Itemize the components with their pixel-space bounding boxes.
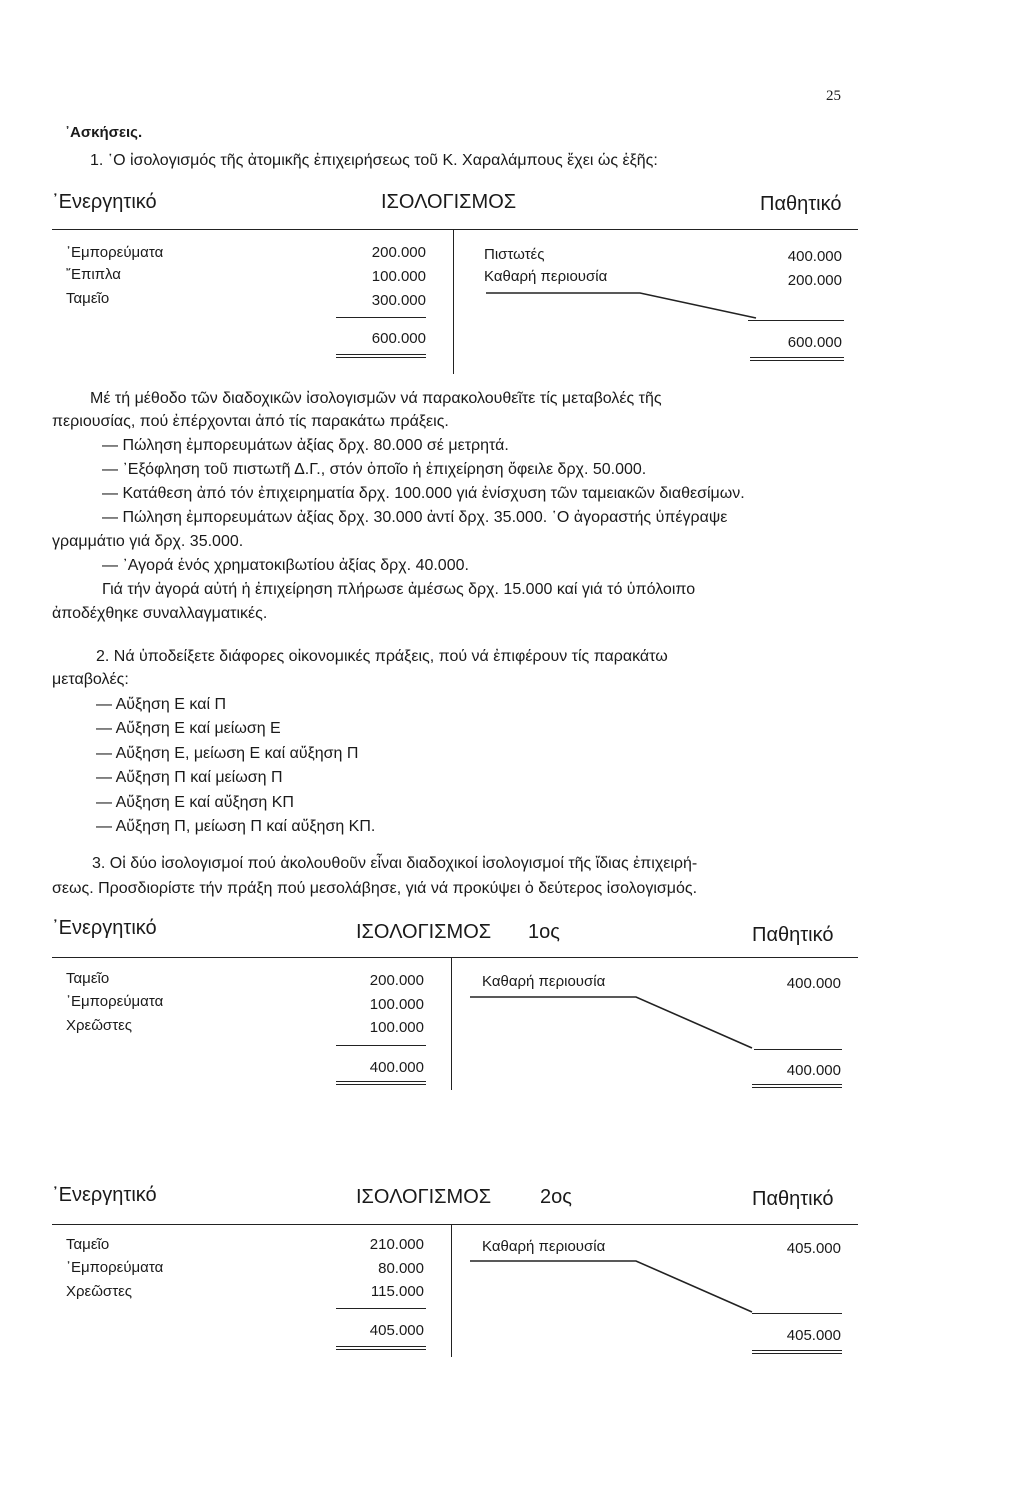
ex1-para-line: Μέ τή μέθοδο τῶν διαδοχικῶν ἰσολογισμῶν νά παρακολουθεῖτε τίς μεταβολές τῆς bbox=[90, 390, 662, 407]
closing-stroke bbox=[470, 1261, 752, 1312]
liability-label: Πιστωτές bbox=[484, 246, 545, 263]
balance-title: ΙΣΟΛΟΓΙΣΜΟΣ bbox=[381, 191, 517, 213]
asset-value: 210.000 bbox=[369, 1236, 424, 1253]
asset-value: 300.000 bbox=[371, 292, 426, 309]
change-item: — Αὔξηση Ε καί μείωση Ε bbox=[96, 720, 281, 737]
asset-value: 100.000 bbox=[369, 1019, 424, 1036]
liability-label: Καθαρή περιουσία bbox=[482, 973, 606, 990]
closing-stroke bbox=[486, 293, 756, 318]
transaction-item: — ᾿Εξόφληση τοῦ πιστωτῆ Δ.Γ., στόν ὁποῖο ἡ ἐπιχείρηση ὄφειλε δρχ. 50.000. bbox=[102, 461, 647, 478]
assets-header: ᾿Ενεργητικό bbox=[52, 1184, 157, 1206]
assets-total: 600.000 bbox=[371, 330, 426, 347]
ex3-line: σεως. Προσδιορίστε τήν πράξη πού μεσολάβησε, γιά νά προκύψει ὁ δεύτερος ἰσολογισμός. bbox=[52, 880, 698, 897]
liabilities-header: Παθητικό bbox=[760, 193, 842, 215]
assets-header: ᾿Ενεργητικό bbox=[52, 917, 157, 939]
liab-total: 600.000 bbox=[787, 334, 842, 351]
balance-title: ΙΣΟΛΟΓΙΣΜΟΣ bbox=[356, 1186, 492, 1208]
asset-label: ᾿Εμπορεύματα bbox=[66, 1259, 164, 1276]
ex3-line: 3. Οἱ δύο ἰσολογισμοί πού ἀκολουθοῦν εἶναι διαδοχικοί ἰσολογισμοί τῆς ἴδιας ἐπιχειρή- bbox=[92, 855, 698, 872]
asset-value: 200.000 bbox=[369, 972, 424, 989]
asset-label: Ταμεῖο bbox=[66, 970, 110, 987]
asset-label: ᾿Εμπορεύματα bbox=[66, 993, 164, 1010]
assets-total: 405.000 bbox=[369, 1322, 424, 1339]
change-item: — Αὔξηση Ε καί Π bbox=[96, 696, 226, 713]
transaction-item: — ᾿Αγορά ἑνός χρηματοκιβωτίου ἀξίας δρχ. 40.000. bbox=[102, 557, 469, 574]
ex1-para-line: περιουσίας, πού ἐπέρχονται ἀπό τίς παρακάτω πράξεις. bbox=[52, 413, 449, 430]
change-item: — Αὔξηση Π καί μείωση Π bbox=[96, 769, 283, 786]
asset-value: 100.000 bbox=[371, 268, 426, 285]
asset-value: 80.000 bbox=[378, 1260, 424, 1277]
balance-ordinal: 1ος bbox=[528, 921, 560, 943]
liab-total: 400.000 bbox=[786, 1062, 841, 1079]
liab-total: 405.000 bbox=[786, 1327, 841, 1344]
transaction-item-cont: γραμμάτιο γιά δρχ. 35.000. bbox=[52, 533, 244, 550]
liability-value: 405.000 bbox=[786, 1240, 841, 1257]
asset-label: ᾿Εμπορεύματα bbox=[66, 244, 164, 261]
section-heading: ᾿Ασκήσεις. bbox=[65, 124, 143, 141]
change-item: — Αὔξηση Ε, μείωση Ε καί αὔξηση Π bbox=[96, 745, 359, 762]
ex2-line: 2. Νά ὑποδείξετε διάφορες οἰκονομικές πράξεις, πού νά ἐπιφέρουν τίς παρακάτω bbox=[96, 648, 668, 665]
transaction-note: Γιά τήν ἀγορά αὐτή ἡ ἐπιχείρηση πλήρωσε ἀμέσως δρχ. 15.000 καί γιά τό ὑπόλοιπο bbox=[102, 581, 696, 598]
asset-value: 200.000 bbox=[371, 244, 426, 261]
transaction-item: — Κατάθεση ἀπό τόν ἐπιχειρηματία δρχ. 100.000 γιά ἐνίσχυση τῶν ταμειακῶν διαθεσίμων. bbox=[102, 485, 745, 502]
asset-label: Ταμεῖο bbox=[66, 1236, 110, 1253]
change-item: — Αὔξηση Ε καί αὔξηση ΚΠ bbox=[96, 794, 294, 811]
asset-label: Ταμεῖο bbox=[66, 290, 110, 307]
assets-total: 400.000 bbox=[369, 1059, 424, 1076]
liability-value: 400.000 bbox=[786, 975, 841, 992]
liability-label: Καθαρή περιουσία bbox=[482, 1238, 606, 1255]
closing-stroke bbox=[470, 997, 752, 1048]
asset-label: ῎Επιπλα bbox=[66, 266, 121, 283]
liabilities-header: Παθητικό bbox=[752, 924, 834, 946]
asset-label: Χρεῶστες bbox=[66, 1017, 133, 1034]
liability-label: Καθαρή περιουσία bbox=[484, 268, 608, 285]
transaction-note-cont: ἀποδέχθηκε συναλλαγματικές. bbox=[52, 605, 268, 622]
assets-header: ᾿Ενεργητικό bbox=[52, 191, 157, 213]
liability-value: 200.000 bbox=[787, 272, 842, 289]
balance-ordinal: 2ος bbox=[540, 1186, 572, 1208]
transaction-item: — Πώληση ἐμπορευμάτων ἀξίας δρχ. 30.000 ἀντί δρχ. 35.000. ῾Ο ἀγοραστής ὑπέγραψε bbox=[102, 509, 728, 526]
asset-value: 100.000 bbox=[369, 996, 424, 1013]
transaction-item: — Πώληση ἐμπορευμάτων ἀξίας δρχ. 80.000 σέ μετρητά. bbox=[102, 437, 509, 454]
liability-value: 400.000 bbox=[787, 248, 842, 265]
liabilities-header: Παθητικό bbox=[752, 1188, 834, 1210]
change-item: — Αὔξηση Π, μείωση Π καί αὔξηση ΚΠ. bbox=[96, 818, 376, 835]
page-number: 25 bbox=[826, 88, 841, 104]
ex2-line: μεταβολές: bbox=[52, 671, 129, 688]
asset-label: Χρεῶστες bbox=[66, 1283, 133, 1300]
ex1-intro: 1. ῾Ο ἰσολογισμός τῆς ἀτομικῆς ἐπιχειρήσεως τοῦ Κ. Χαραλάμπους ἔχει ὡς ἑξῆς: bbox=[90, 152, 658, 169]
balance-title: ΙΣΟΛΟΓΙΣΜΟΣ bbox=[356, 921, 492, 943]
asset-value: 115.000 bbox=[370, 1283, 424, 1300]
